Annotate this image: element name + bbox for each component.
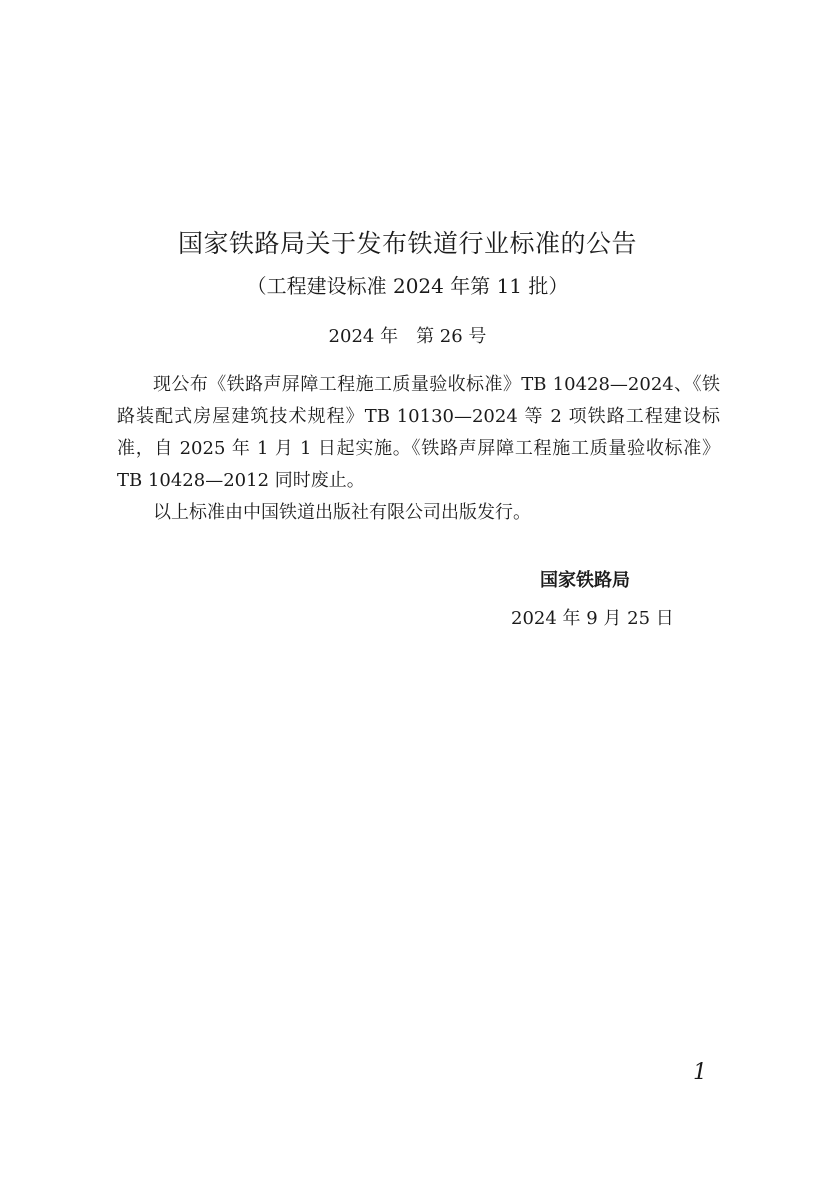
- announcement-title: 国家铁路局关于发布铁道行业标准的公告: [177, 229, 637, 258]
- announcement-body: [117, 369, 720, 529]
- body-paragraph: 以上标准由中国铁道出版社有限公司出版发行。: [153, 502, 531, 523]
- document-number: 2024 年 第 26 号: [328, 326, 487, 347]
- page-number: 1: [693, 1060, 707, 1085]
- signature-date: 2024 年 9 月 25 日: [511, 608, 674, 629]
- body-paragraph: 现公布《铁路声屏障工程施工质量验收标准》TB 10428—2024、《铁路装配式房屋建筑技术规程》TB 10130—2024 等 2 项铁路工程建设标准，自 2025 年 1 月 1 日起实施。《铁路声屏障工程施工质量验收标准》TB 10428—2012 同时废止。: [117, 374, 720, 491]
- signature-organization: 国家铁路局: [540, 570, 630, 591]
- announcement-subtitle: （工程建设标准 2024 年第 11 批）: [246, 274, 569, 298]
